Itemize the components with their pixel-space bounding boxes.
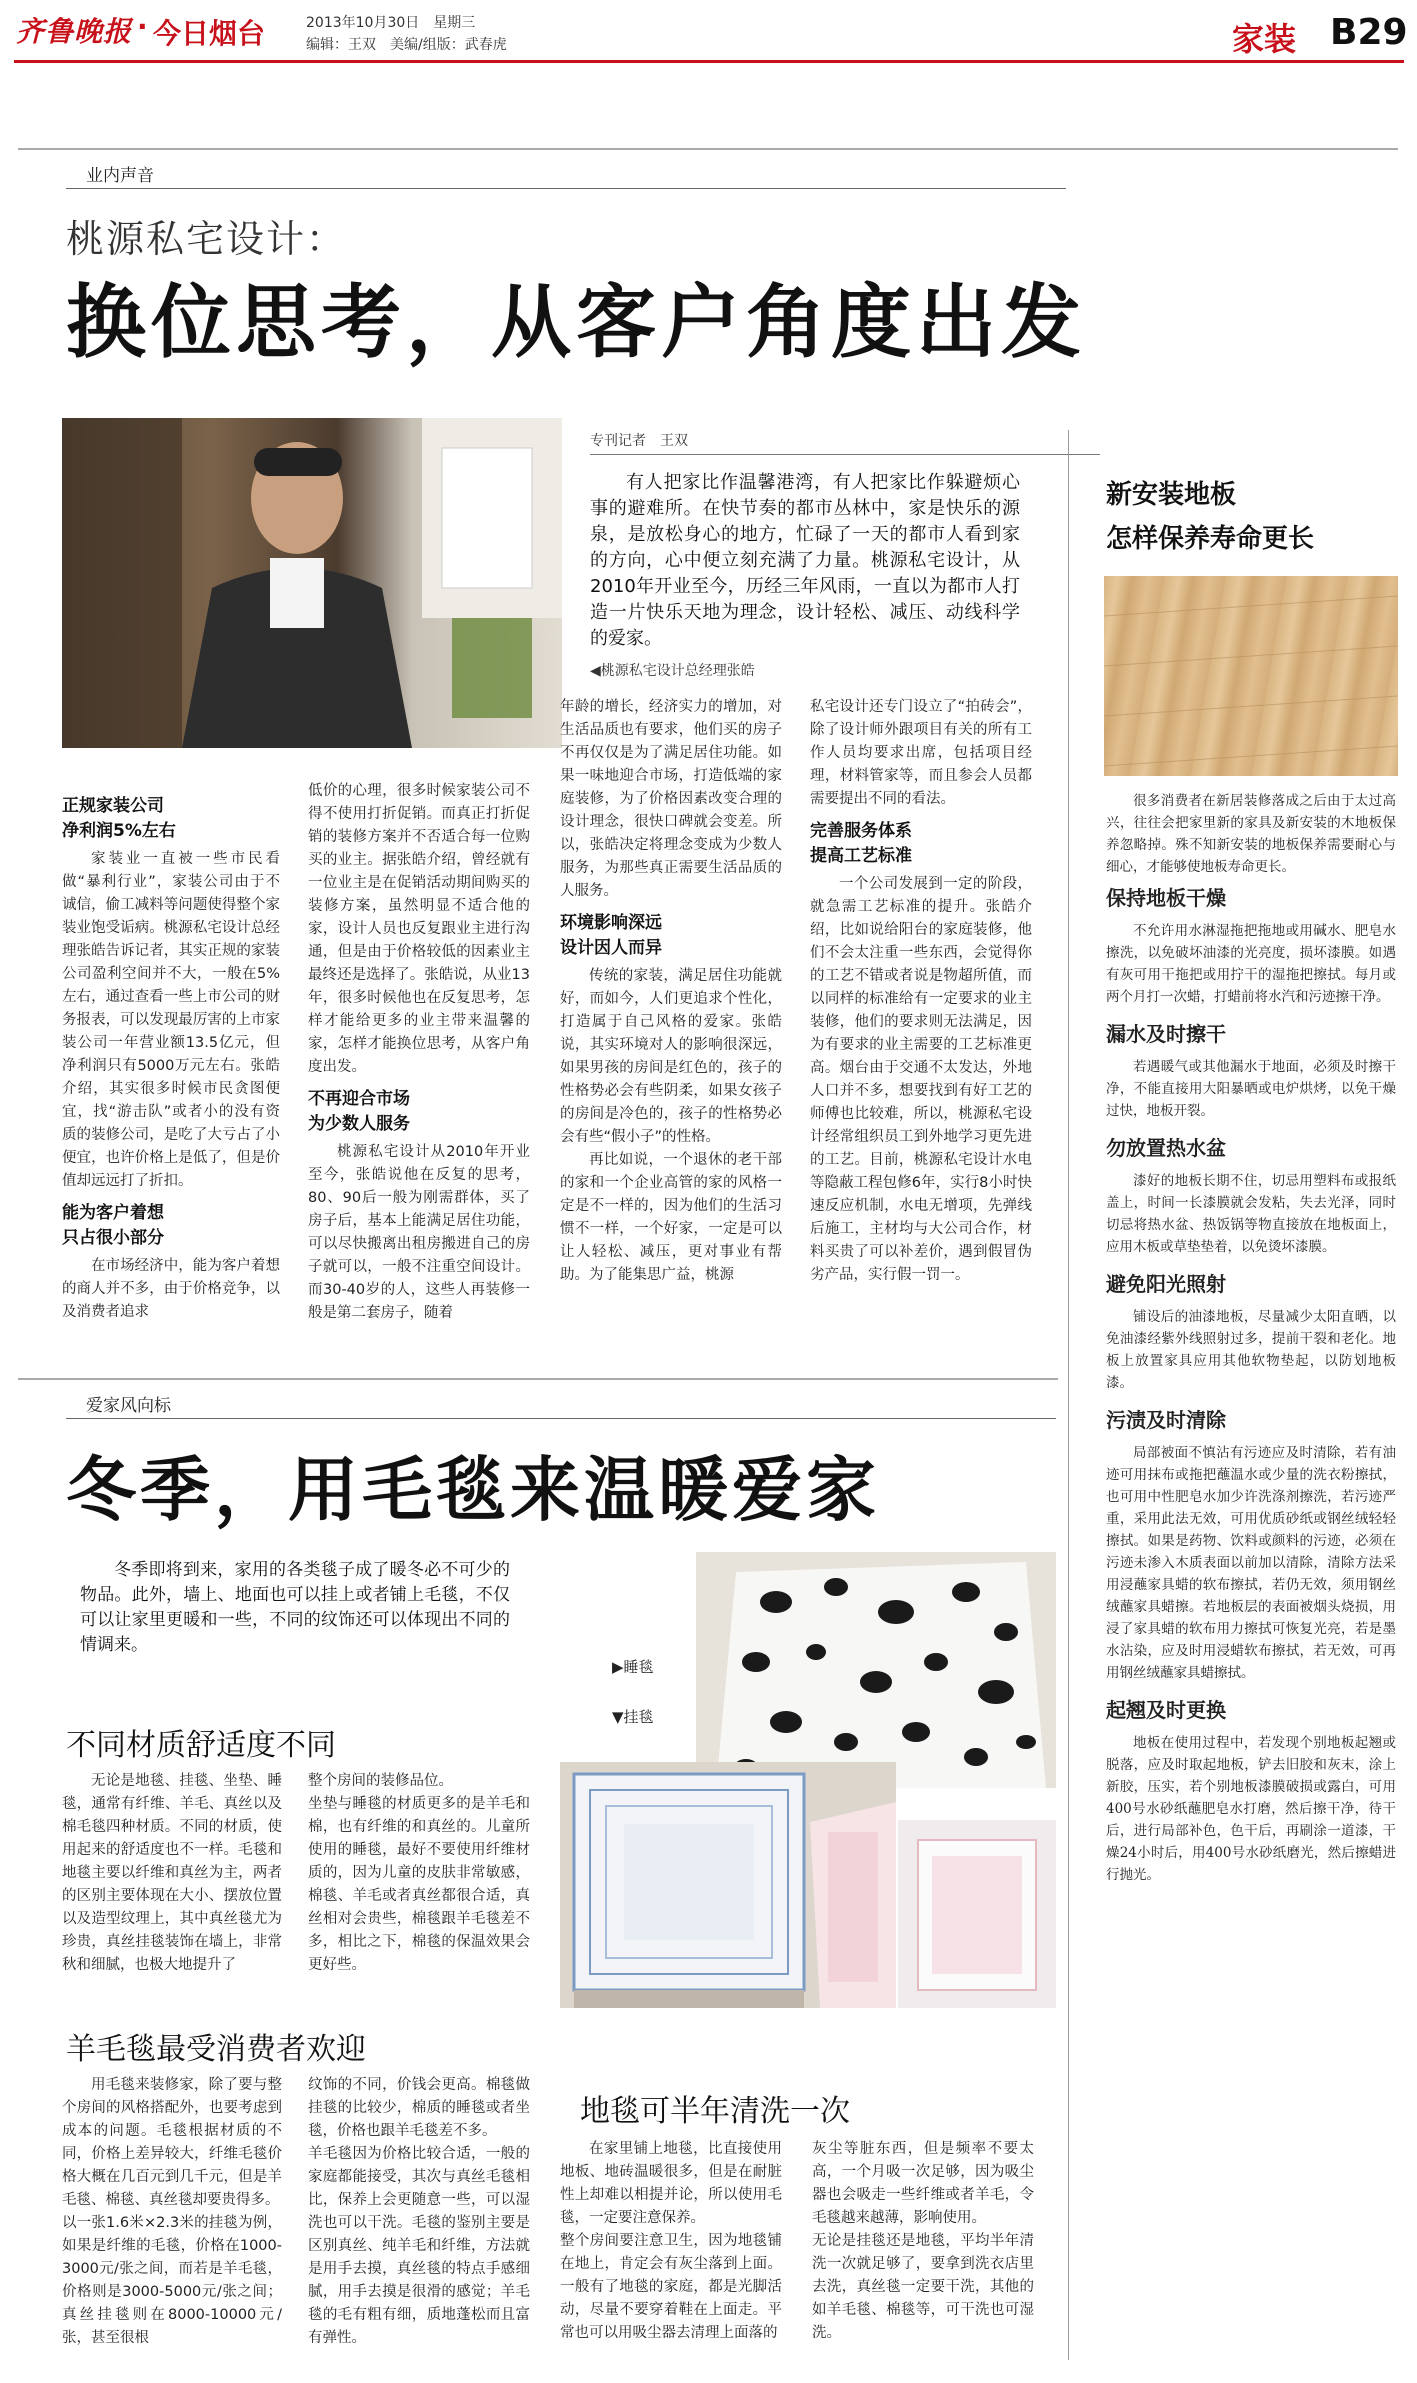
sec3-col2: 灰尘等脏东西，但是频率不要太高，一个月吸一次足够，因为吸尘器也会吸走一些纤维或者羊毛，令毛毯越来越薄，影响使用。 无论是挂毯还是地毯，平均半年清洗一次就足够了，要拿到洗衣店里去洗，真丝毯一定要干洗，其他的如羊毛毯、棉毯等，可干洗也可湿洗。 xyxy=(812,2141,1034,2341)
sidebar-section xyxy=(1106,1406,1396,1684)
subhead-1b: 净利润5%左右 xyxy=(62,821,176,841)
subhead-2a: 能为客户着想 xyxy=(62,1203,164,1223)
tapestry-inset-photo xyxy=(898,1820,1056,2008)
label-blanket: ▶睡毯 xyxy=(612,1658,654,1676)
sec1-col1: 无论是地毯、挂毯、坐垫、睡毯，通常有纤维、羊毛、真丝以及棉毛毯四种材质。不同的材质，使用起来的舒适度也不一样。毛毯和地毯主要以纤维和真丝为主，两者的区别主要体现在大小、摆放位置以及造型纹理上，其中真丝毯尤为珍贵，真丝挂毯装饰在墙上，非常秋和细腻，也极大地提升了 xyxy=(62,1773,282,1973)
paragraph: 私宅设计还专门设立了“拍砖会”，除了设计师外跟项目有关的所有工作人员均要求出席，包括项目经理，材料管家等，而且参会人员都需要提出不同的看法。 xyxy=(810,699,1032,807)
paragraph: 一个公司发展到一定的阶段，就急需工艺标准的提升。张皓介绍，比如说给阳台的家庭装修，他们不会太注重一些东西，会觉得你的工艺不错或者说是物超所值，而以同样的标准给有一定要求的业主装修，他们的要求则无法满足，因为有要求的业主需要的工艺标准更高。烟台由于交通不太发达，外地人口并不多，想要找到有好工艺的师傅也比较难，所以，桃源私宅设计经常组织员工到外地学习更先进的工艺。目前，桃源私宅设计水电等隐蔽工程包修6年，实行8小时快速反应机制，水电无增项，先弹线后施工，主材均与大公司合作，材料买贵了可以补差价，遇到假冒伪劣产品，实行假一罚一。 xyxy=(810,876,1032,1283)
wood-floor-photo xyxy=(1104,576,1398,776)
sidebar-section xyxy=(1106,1270,1396,1394)
sec3-title: 地毯可半年清洗一次 xyxy=(580,2094,850,2129)
spotted-blanket-illustration xyxy=(696,1552,1056,1788)
photo-caption: ◀桃源私宅设计总经理张皓 xyxy=(590,663,755,679)
subhead-1b: 为少数人服务 xyxy=(308,1114,410,1134)
column-tag-label: 爱家风向标 xyxy=(86,1396,171,1416)
article1-byline: 专刊记者 王双 xyxy=(590,430,1100,455)
portrait-illustration xyxy=(62,418,562,748)
paragraph: 低价的心理，很多时候家装公司不得不使用打折促销。而真正打折促销的装修方案并不否适合每一位购买的业主。据张皓介绍，曾经就有一位业主是在促销活动期间购买的装修方案，虽然明显不适合他的家，设计人员也反复跟业主进行沟通，但是由于价格较低的因素业主最终还是选择了。张皓说，从业13年，很多时候他也在反复思考，怎样才能给更多的业主带来温馨的家，怎样才能换位思考，从客户角度出发。 xyxy=(308,783,530,1075)
sidebar-text: 不允许用水淋湿拖把拖地或用碱水、肥皂水擦洗，以免破坏油漆的光亮度，损坏漆膜。如遇有灰可用干拖把或用拧干的湿拖把擦拭。每月或两个月打一次蜡，打蜡前将水汽和污迹擦干净。 xyxy=(1106,923,1396,1005)
paragraph: 桃源私宅设计从2010年开业至今，张皓说他在反复的思考，80、90后一般为刚需群体，买了房子后，基本上能满足居住功能，可以尽快搬离出租房搬进自己的房子就可以，一般不注重空间设计。而30-40岁的人，这些人再装修一般是第二套房子，随着 xyxy=(308,1144,530,1321)
sidebar-title-1: 新安装地板 xyxy=(1106,480,1237,510)
column-divider xyxy=(1068,430,1069,2360)
paragraph: 家装业一直被一些市民看做“暴利行业”，家装公司由于不诚信，偷工减料等问题使得整个家装业饱受诟病。桃源私宅设计总经理张皓告诉记者，其实正规的家装公司盈利空间并不大，一般在5%左右，通过查看一些上市公司的财务报表，可以发现最厉害的上市家装公司一年营业额13.5亿元，但净利润只有5000万元左右。张皓介绍，其实很多时候市民贪图便宜，找“游击队”或者小的没有资质的装修公司，是吃了大亏占了小便宜，也许价格上是低了，但是价值却远远打了折扣。 xyxy=(62,851,280,1189)
newspaper-logo: 齐鲁晚报 xyxy=(16,15,133,48)
subhead-1a: 环境影响深远 xyxy=(560,913,662,933)
blanket-photo xyxy=(696,1552,1056,1788)
subhead-2b: 只占很小部分 xyxy=(62,1228,164,1248)
masthead xyxy=(0,0,1417,64)
article1-lead: 有人把家比作温馨港湾，有人把家比作躲避烦心事的避难所。在快节奏的都市丛林中，家是快乐的源泉，是放松身心的地方，忙碌了一天的都市人看到家的方向，心中便立刻充满了力量。桃源私宅设计，从2010年开业至今，历经三年风雨，一直以为都市人打造一片快乐天地为理念，设计轻松、减压、动线科学的爱家。 xyxy=(590,472,1020,649)
sec1-title: 不同材质舒适度不同 xyxy=(66,1728,336,1763)
subhead-1a: 完善服务体系 xyxy=(810,821,912,841)
sec2-col2: 纹饰的不同，价钱会更高。棉毯做挂毯的比较少，棉质的睡毯或者坐毯，价格也跟羊毛毯差不多。 羊毛毯因为价格比较合适，一般的家庭都能接受，其次与真丝毛毯相比，保养上会更随意一些，可以湿洗也可以干洗。毛毯的鉴别主要是区别真丝、纯羊毛和纤维，方法就是用手去摸，真丝毯的特点手感细腻，用手去摸是很滑的感觉；羊毛毯的毛有粗有细，质地蓬松而且富有弹性。 xyxy=(308,2077,530,2346)
sec3-col1: 在家里铺上地毯，比直接使用地板、地砖温暖很多，但是在耐脏性上却难以相提并论，所以使用毛毯，一定要注意保养。 整个房间要注意卫生，因为地毯铺在地上，肯定会有灰尘落到上面。一般有了地毯的家庭，都是光脚活动，尽量不要穿着鞋在上面走。平常也可以用吸尘器去清理上面落的 xyxy=(560,2141,782,2341)
article2-headline: 冬季，用毛毯来温暖爱家 xyxy=(66,1449,880,1531)
tapestry-photo xyxy=(560,1762,896,2008)
paragraph: 年龄的增长，经济实力的增加，对生活品质也有要求，他们买的房子不再仅仅是为了满足居住功能。如果一味地迎合市场，打造低端的家庭装修，为了价格因素改变合理的设计理念，很快口碑就会变差。所以，张皓决定将理念变成为少数人服务，为那些真正需要生活品质的人服务。 xyxy=(560,699,782,899)
article1-top-rule xyxy=(18,148,1398,150)
sidebar-heading: 漏水及时擦干 xyxy=(1106,1022,1226,1046)
sec2-col1: 用毛毯来装修家，除了要与整个房间的风格搭配外，也要考虑到成本的问题。毛毯根据材质的不同，价格上差异较大，纤维毛毯价格大概在几百元到几千元，但是羊毛毯、棉毯、真丝毯却要贵得多。 以一张1.6米×2.3米的挂毯为例，如果是纤维的毛毯，价格在1000-3000元/张之间，而若是羊毛毯，价格则是3000-5000元/张之间；真丝挂毯则在8000-10000元/张，甚至很根 xyxy=(62,2077,282,2346)
article2-column-tag xyxy=(66,1388,1056,1419)
sec1-col2: 整个房间的装修品位。 坐垫与睡毯的材质更多的是羊毛和棉，也有纤维的和真丝的。儿童所使用的睡毯，最好不要使用纤维材质的，因为儿童的皮肤非常敏感，棉毯、羊毛或者真丝都很合适，真丝相对会贵些，棉毯跟羊毛毯差不多，相比之下，棉毯的保温效果会更好些。 xyxy=(308,1773,530,1973)
dot-separator: · xyxy=(137,10,148,43)
paragraph: 在市场经济中，能为客户着想的商人并不多，由于价格竞争，以及消费者追求 xyxy=(62,1258,280,1320)
article1-col1 xyxy=(62,794,280,1324)
article1-headline: 换位思考，从客户角度出发 xyxy=(66,276,1086,369)
sidebar-section xyxy=(1106,1134,1396,1258)
sidebar-section xyxy=(1106,884,1396,1008)
page-number: B29 xyxy=(1330,12,1408,53)
column-tag-label: 业内声音 xyxy=(86,166,154,186)
portrait-photo xyxy=(62,418,562,748)
sidebar-text: 地板在使用过程中，若发现个别地板起翘或脱落，应及时取起地板，铲去旧胶和灰末，涂上新胶，压实，若个别地板漆膜破损或露白，可用400号水砂纸蘸肥皂水打磨，然后擦干净，待干后，进行局部补色，色干后，再刷涂一道漆，干燥24小时后，用400号水砂纸磨光，然后擦蜡进行抛光。 xyxy=(1106,1735,1396,1883)
subhead-1a: 正规家装公司 xyxy=(62,796,164,816)
sidebar-title-2: 怎样保养寿命更长 xyxy=(1106,524,1315,554)
edition-name: 今日烟台 xyxy=(153,17,266,50)
sidebar-sections xyxy=(1106,884,1396,1886)
article1-col4 xyxy=(810,696,1032,1287)
article1-col3 xyxy=(560,696,782,1287)
paragraph: 再比如说，一个退休的老干部的家和一个企业高管的家的风格一定是不一样的，因为他们的生活习惯不一样，一个好家，一定是可以让人轻松、减压，更对事业有帮助。为了能集思广益，桃源 xyxy=(560,1152,782,1283)
pink-blanket-illustration xyxy=(898,1820,1056,2008)
sidebar-text: 漆好的地板长期不住，切忌用塑料布或报纸盖上，时间一长漆膜就会发粘，失去光泽，同时切忌将热水盆、热饭锅等物直接放在地板面上，应用木板或草垫垫着，以免烫坏漆膜。 xyxy=(1106,1173,1396,1255)
sec2-title: 羊毛毯最受消费者欢迎 xyxy=(66,2032,366,2067)
editors-line: 编辑：王双 美编/组版：武春虎 xyxy=(306,37,507,53)
sidebar-heading: 避免阳光照射 xyxy=(1106,1272,1226,1296)
sidebar-heading: 保持地板干燥 xyxy=(1106,886,1226,910)
sidebar-text: 局部被面不慎沾有污迹应及时清除，若有油迹可用抹布或拖把蘸温水或少量的洗衣粉擦拭，也可用中性肥皂水加少许洗涤剂擦洗，若污迹严重，采用此法无效，可用优质砂纸或钢丝绒轻轻擦拭。如果是药物、饮料或颜料的污迹，必须在污迹未渗入木质表面以前加以清除，清除方法采用浸蘸家具蜡的软布擦拭，若仍无效，须用钢丝绒蘸家具蜡擦。若地板层的表面被烟头烧损，用浸了家具蜡的软布用力擦拭可恢复光亮，若是墨水沾染，应及时用浸蜡软布擦拭，若无效，可再用钢丝绒蘸家具蜡擦拭。 xyxy=(1106,1445,1396,1681)
sidebar-section xyxy=(1106,1020,1396,1122)
sidebar-heading: 勿放置热水盆 xyxy=(1106,1136,1226,1160)
sidebar-text: 若遇暖气或其他漏水于地面，必须及时擦干净，不能直接用大阳暴晒或电炉烘烤，以免干燥过快，地板开裂。 xyxy=(1106,1059,1396,1119)
sidebar-heading: 起翘及时更换 xyxy=(1106,1698,1226,1722)
sidebar-heading: 污渍及时清除 xyxy=(1106,1408,1226,1432)
article2-top-rule xyxy=(18,1378,1058,1380)
paragraph: 传统的家装，满足居住功能就好，而如今，人们更追求个性化，打造属于自己风格的爱家。张皓说，其实环境对人的影响很深远，如果男孩的房间是红色的，孩子的性格势必会有些阴柔，如果女孩子的房间是冷色的，孩子的性格势必会有些“假小子”的性格。 xyxy=(560,968,782,1145)
sidebar-text: 铺设后的油漆地板，尽量减少太阳直晒，以免油漆经紫外线照射过多，提前干裂和老化。地板上放置家具应用其他软物垫起，以防划地板漆。 xyxy=(1106,1309,1396,1391)
article1-kicker: 桃源私宅设计： xyxy=(66,217,347,261)
wood-grain-illustration xyxy=(1104,576,1398,776)
article1-column-tag xyxy=(66,158,1066,189)
issue-date: 2013年10月30日 星期三 xyxy=(306,15,476,31)
label-tapestry: ▼挂毯 xyxy=(612,1708,654,1726)
sidebar-section xyxy=(1106,1696,1396,1886)
subhead-1a: 不再迎合市场 xyxy=(308,1089,410,1109)
article1-col2 xyxy=(308,780,530,1325)
quilt-tapestry-illustration xyxy=(560,1762,896,2008)
masthead-rule xyxy=(14,60,1404,63)
subhead-1b: 设计因人而异 xyxy=(560,938,662,958)
sidebar-intro: 很多消费者在新居装修落成之后由于太过高兴，往往会把家里新的家具及新安装的木地板保养忽略掉。殊不知新安装的地板保养需要耐心与细心，才能够使地板寿命更长。 xyxy=(1106,793,1396,875)
section-name: 家装 xyxy=(1232,20,1297,58)
subhead-1b: 提高工艺标准 xyxy=(810,846,912,866)
article2-lead: 冬季即将到来，家用的各类毯子成了暖冬必不可少的物品。此外，墙上、地面也可以挂上或者铺上毛毯，不仅可以让家里更暖和一些，不同的纹饰还可以体现出不同的情调来。 xyxy=(80,1560,510,1655)
